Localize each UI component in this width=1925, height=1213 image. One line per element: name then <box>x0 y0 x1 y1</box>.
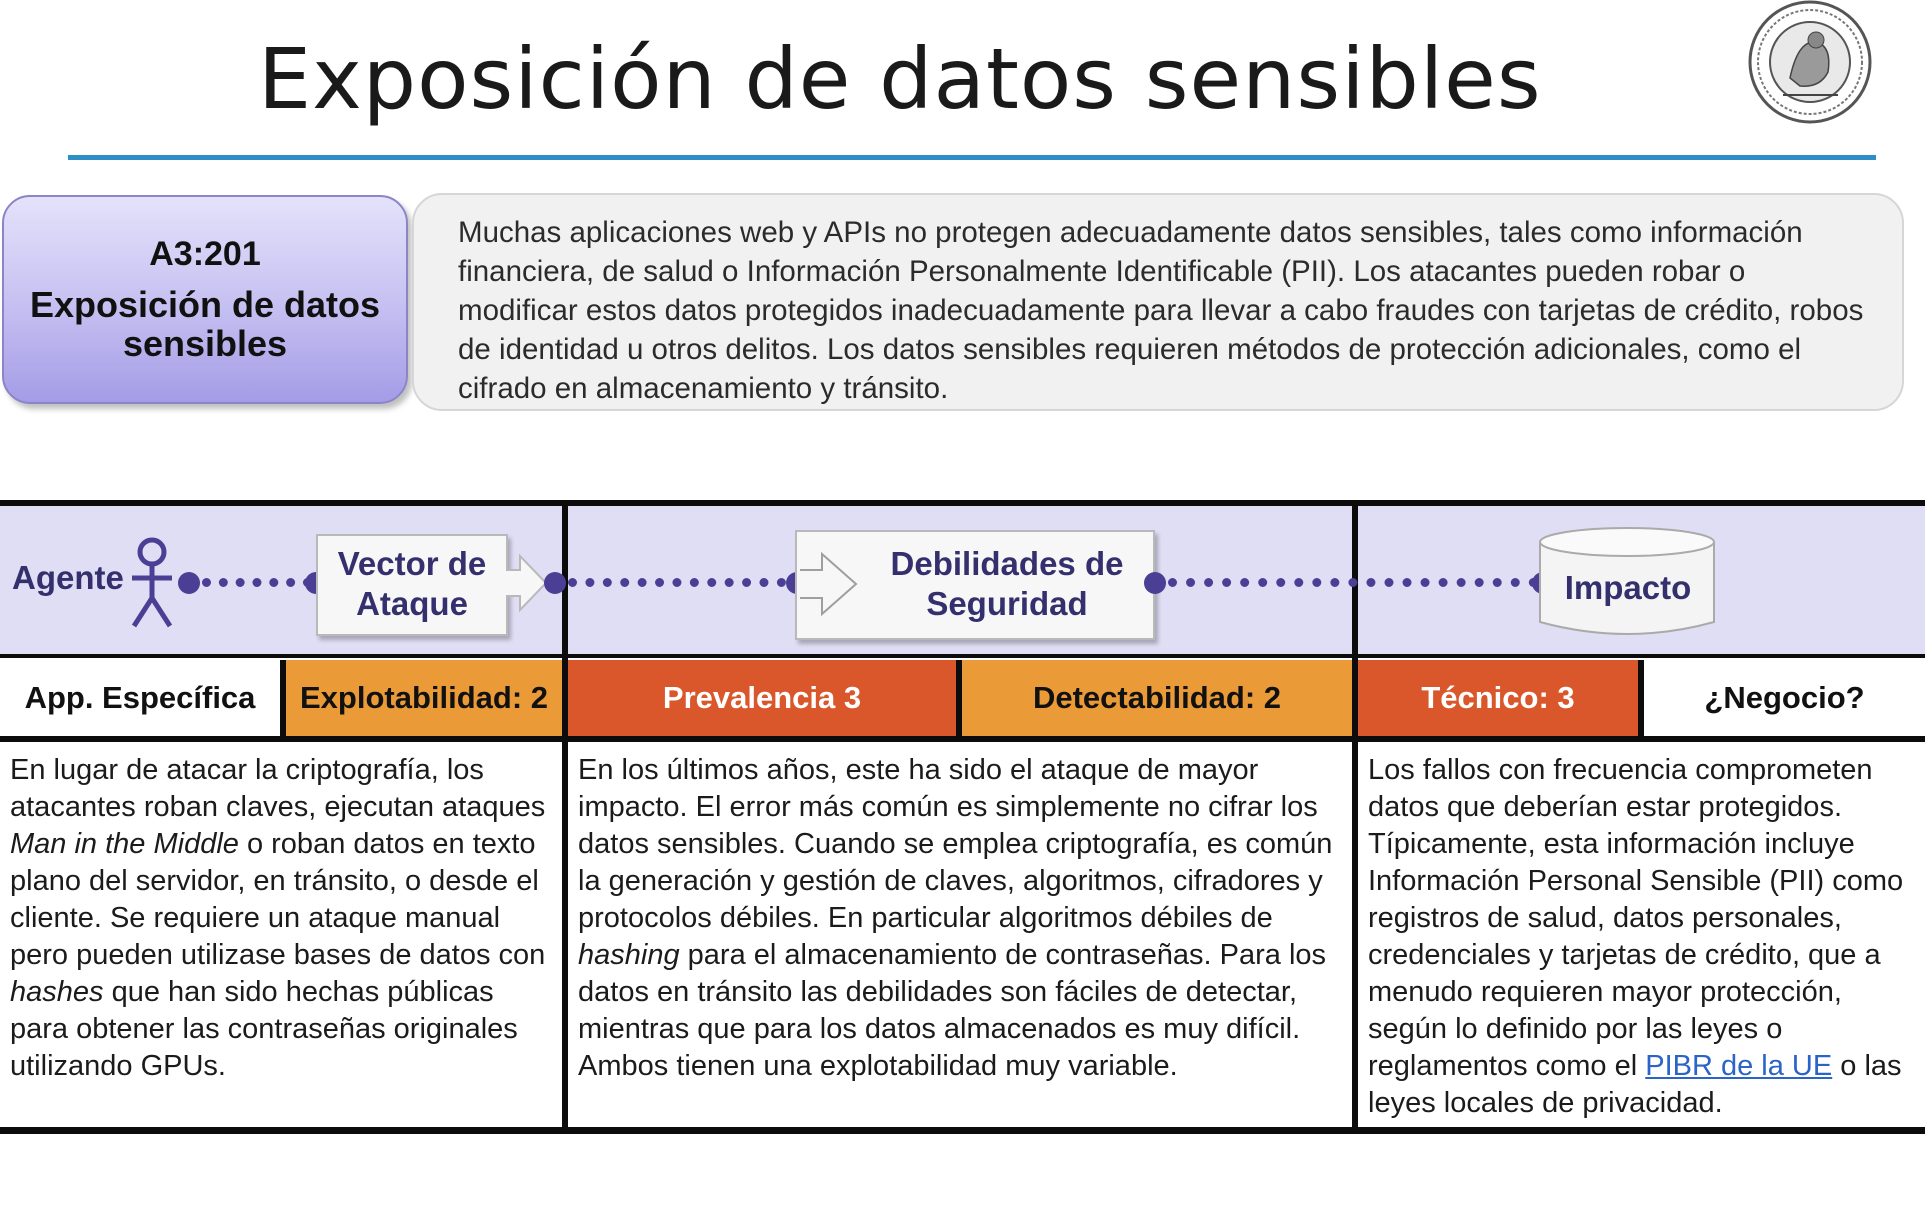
title-divider <box>68 155 1876 160</box>
flow-vector-label: Vector de Ataque <box>337 545 487 622</box>
flow-node <box>544 572 566 594</box>
rating-prevalence: Prevalencia 3 <box>568 660 956 736</box>
flow-connector <box>1168 578 1538 587</box>
flow-node <box>1144 572 1166 594</box>
rating-detectability: Detectabilidad: 2 <box>962 660 1352 736</box>
table-bottom-rule <box>0 1127 1925 1134</box>
university-seal-icon <box>1728 0 1878 130</box>
arrow-right-icon <box>504 554 548 612</box>
column-divider <box>562 740 568 1132</box>
page-title: Exposición de datos sensibles <box>258 30 1542 128</box>
flow-agent-label: Agente <box>12 559 124 596</box>
rating-divider <box>0 736 1925 742</box>
rating-app-specific: App. Específica <box>0 660 280 736</box>
risk-code: A3:201 <box>149 235 261 273</box>
person-icon <box>128 536 180 630</box>
security-weakness-text: En los últimos años, este ha sido el ataque de mayor impacto. El error más común es simplemente no cifrar los datos sensibles. Cuando se emplea criptografía, es común la generación y gestión de claves, algoritmos, cifradores y protocolos débiles. En particular algoritmos débiles de hashing para el almacenamiento de contraseñas. Para los datos en tránsito las debilidades son fáciles de detectar, mientras que para los datos almacenados es muy difícil. Ambos tienen una explotabilidad muy variable. <box>578 754 1333 1082</box>
risk-name: Exposición de datos sensibles <box>29 284 381 364</box>
threat-agent-text: En lugar de atacar la criptografía, los atacantes roban claves, ejecutan ataques Man in the Middle o roban datos en texto plano del servidor, en tránsito, o desde el cliente. Se requiere un ataque manual pero pueden utilizase bases de datos con hashes que han sido hechas públicas para obtener las contraseñas originales utilizando GPUs. <box>10 754 546 1082</box>
flow-impact-label: Impacto <box>1564 569 1692 606</box>
rating-exploitability: Explotabilidad: 2 <box>286 660 562 736</box>
pibr-link[interactable]: PIBR de la UE <box>1645 1050 1833 1082</box>
impact-text: Los fallos con frecuencia comprometen datos que deberían estar protegidos. Típicamente, esta información incluye Información Personal Sensible (PII) como registros de salud, datos personales, credenciales y tarjetas de crédito, que a menudo requieren mayor protección, según lo definido por las leyes o reglamentos como el PIBR de la UE o las leyes locales de privacidad. <box>1368 754 1904 1119</box>
risk-description: Muchas aplicaciones web y APIs no protegen adecuadamente datos sensibles, tales como información financiera, de salud o Información Personalmente Identificable (PII). Los atacantes pueden robar o modificar estos datos protegidos inadecuadamente para llevar a cabo fraudes con tarjetas de crédito, robos de identidad u otros delitos. Los datos sensibles requieren métodos de protección adicionales, como el cifrado en almacenamiento y tránsito. <box>412 193 1904 411</box>
flow-connector <box>202 578 312 587</box>
column-divider <box>1352 740 1358 1132</box>
flow-connector <box>568 578 786 587</box>
arrow-right-icon <box>798 550 860 618</box>
rating-technical: Técnico: 3 <box>1358 660 1638 736</box>
flow-node <box>178 572 200 594</box>
rating-business: ¿Negocio? <box>1644 660 1925 736</box>
flow-weakness-label: Debilidades de Seguridad <box>890 545 1124 622</box>
risk-label-box <box>2 195 408 404</box>
flow-vector-box <box>316 534 508 636</box>
